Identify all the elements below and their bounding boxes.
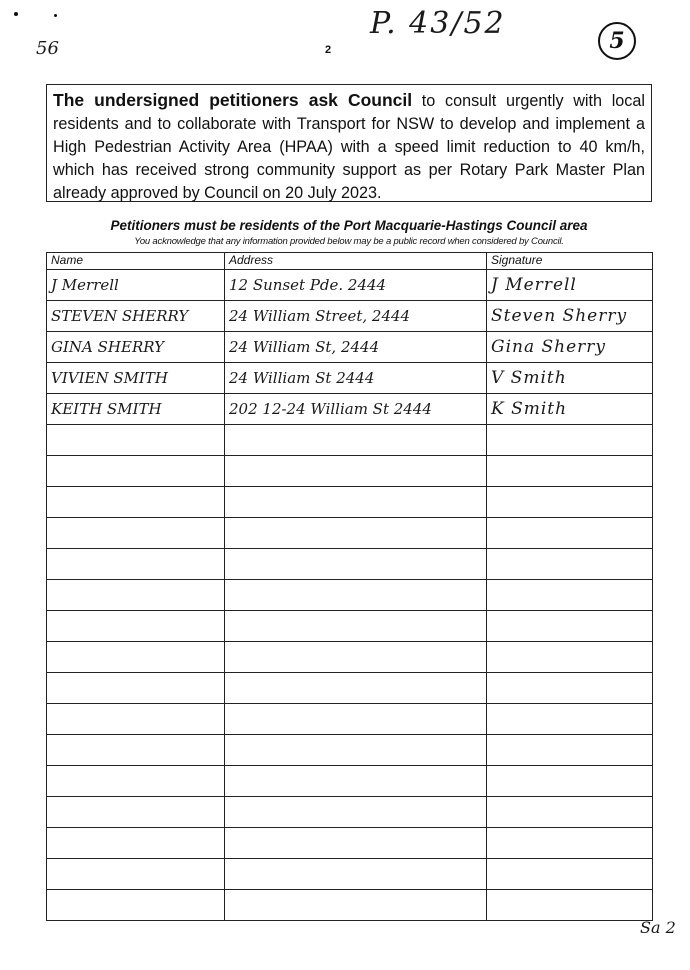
name-cell: KEITH SMITH xyxy=(47,394,225,425)
signature-cell xyxy=(487,580,653,611)
signature-cell xyxy=(487,735,653,766)
name-cell xyxy=(47,890,225,921)
signature-cell xyxy=(487,425,653,456)
column-header-signature: Signature xyxy=(487,253,653,270)
signature-cell xyxy=(487,518,653,549)
address-cell xyxy=(225,642,487,673)
address-cell xyxy=(225,735,487,766)
name-cell xyxy=(47,611,225,642)
signature-cell: Steven Sherry xyxy=(487,301,653,332)
name-cell xyxy=(47,766,225,797)
address-cell xyxy=(225,611,487,642)
address-cell xyxy=(225,890,487,921)
signature-cell xyxy=(487,704,653,735)
address-cell xyxy=(225,766,487,797)
name-cell xyxy=(47,828,225,859)
address-cell xyxy=(225,456,487,487)
name-cell xyxy=(47,673,225,704)
signature-cell: J Merrell xyxy=(487,270,653,301)
table-row xyxy=(47,704,653,735)
table-row xyxy=(47,797,653,828)
signature-cell xyxy=(487,611,653,642)
ink-dot xyxy=(54,14,57,17)
name-cell xyxy=(47,704,225,735)
petition-statement xyxy=(46,84,652,202)
name-cell xyxy=(47,642,225,673)
table-row xyxy=(47,642,653,673)
signature-table xyxy=(46,252,653,921)
column-header-address: Address xyxy=(225,253,487,270)
signature-cell xyxy=(487,859,653,890)
address-cell xyxy=(225,828,487,859)
name-cell: STEVEN SHERRY xyxy=(47,301,225,332)
address-cell xyxy=(225,797,487,828)
address-cell xyxy=(225,704,487,735)
address-cell: 202 12-24 William St 2444 xyxy=(225,394,487,425)
table-row xyxy=(47,301,653,332)
signature-cell xyxy=(487,766,653,797)
table-row xyxy=(47,270,653,301)
signature-cell xyxy=(487,487,653,518)
name-cell xyxy=(47,580,225,611)
table-row xyxy=(47,673,653,704)
table-row xyxy=(47,766,653,797)
address-cell: 12 Sunset Pde. 2444 xyxy=(225,270,487,301)
petition-statement-body: to consult urgently with local residents and to collaborate with Transport for NSW to develop and implement a High Pedestrian Activity Area (HPAA) with a speed limit reduction to 40 km/h, which has received strong community support as per Rotary Park Master Plan already approved by Council on 20 July 2023. xyxy=(53,92,645,202)
signature-rows xyxy=(47,270,653,921)
name-cell xyxy=(47,518,225,549)
name-cell xyxy=(47,735,225,766)
residency-notice: Petitioners must be residents of the Port Macquarie-Hastings Council area xyxy=(110,218,588,233)
address-cell xyxy=(225,859,487,890)
table-row xyxy=(47,363,653,394)
signature-cell: K Smith xyxy=(487,394,653,425)
signature-cell xyxy=(487,549,653,580)
table-header-row xyxy=(47,253,653,270)
name-cell xyxy=(47,797,225,828)
name-cell: GINA SHERRY xyxy=(47,332,225,363)
ink-dot xyxy=(14,12,18,16)
table-row xyxy=(47,518,653,549)
column-header-name: Name xyxy=(47,253,225,270)
address-cell: 24 William St, 2444 xyxy=(225,332,487,363)
table-row xyxy=(47,394,653,425)
signature-cell xyxy=(487,828,653,859)
table-row xyxy=(47,425,653,456)
address-cell: 24 William St 2444 xyxy=(225,363,487,394)
petition-statement-lead: The undersigned petitioners ask Council xyxy=(53,90,413,110)
signature-cell xyxy=(487,456,653,487)
table-row xyxy=(47,456,653,487)
handwritten-page-reference: P. 43/52 xyxy=(370,6,506,41)
name-cell: J Merrell xyxy=(47,270,225,301)
table-row xyxy=(47,859,653,890)
address-cell xyxy=(225,487,487,518)
table-row xyxy=(47,487,653,518)
name-cell xyxy=(47,456,225,487)
address-cell xyxy=(225,580,487,611)
signature-cell xyxy=(487,890,653,921)
table-row xyxy=(47,549,653,580)
handwritten-page-count: 56 xyxy=(36,38,59,59)
table-row xyxy=(47,735,653,766)
name-cell xyxy=(47,487,225,518)
circled-number: 5 xyxy=(598,22,636,60)
name-cell xyxy=(47,859,225,890)
address-cell xyxy=(225,518,487,549)
address-cell xyxy=(225,549,487,580)
address-cell xyxy=(225,425,487,456)
address-cell xyxy=(225,673,487,704)
page-number: 2 xyxy=(325,44,332,56)
signature-cell xyxy=(487,673,653,704)
address-cell: 24 William Street, 2444 xyxy=(225,301,487,332)
signature-cell: Gina Sherry xyxy=(487,332,653,363)
name-cell: VIVIEN SMITH xyxy=(47,363,225,394)
name-cell xyxy=(47,425,225,456)
public-record-notice: You acknowledge that any information provided below may be a public record when considered by Council. xyxy=(134,236,564,247)
signature-cell: V Smith xyxy=(487,363,653,394)
signature-cell xyxy=(487,642,653,673)
table-row xyxy=(47,332,653,363)
signature-cell xyxy=(487,797,653,828)
table-row xyxy=(47,890,653,921)
handwritten-footer-note: Sa 2 xyxy=(640,918,676,937)
table-row xyxy=(47,611,653,642)
table-row xyxy=(47,580,653,611)
name-cell xyxy=(47,549,225,580)
table-row xyxy=(47,828,653,859)
